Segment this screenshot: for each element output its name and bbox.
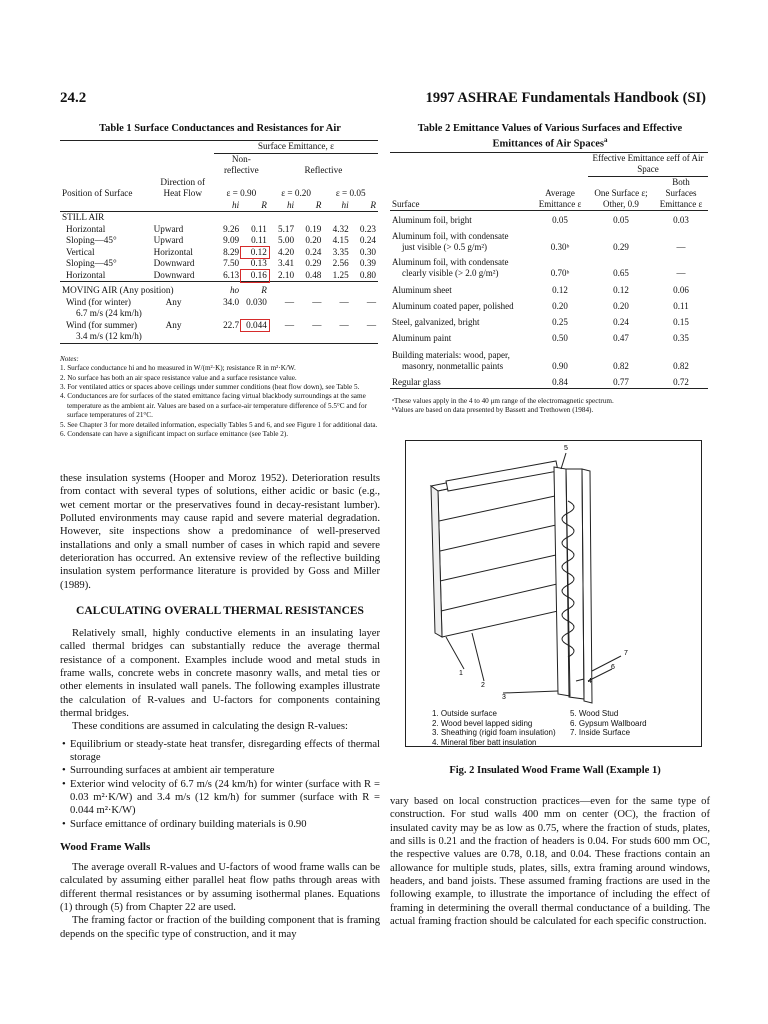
cell: Horizontal — [66, 223, 106, 234]
cell: masonry, nonmetallic paints — [402, 360, 504, 371]
cell: Downward — [153, 258, 195, 268]
cell: Any — [165, 296, 182, 307]
legend-item: 6. Gypsum Wallboard — [570, 718, 647, 728]
cell: Downward — [153, 269, 195, 280]
legend-item: 5. Wood Stud — [570, 709, 619, 718]
h-col: hi — [323, 200, 350, 212]
cell: 22.7 — [223, 319, 240, 330]
nonreflective-header: Non-reflective — [224, 153, 259, 175]
note: 4. Conductances are for surfaces of the stated emittance facing virtual blackbody surroundings at the same temperature as the ambient air. Values are based on a surface-air temperature difference of 5.5°C and for surface temperatures of 21°C. — [60, 392, 367, 420]
cell: Upward — [153, 235, 184, 245]
cell: 0.11 — [251, 235, 267, 245]
cell: — — [676, 241, 686, 252]
legend-item: 1. Outside surface — [432, 709, 497, 718]
cell: Aluminum sheet — [392, 284, 452, 295]
list-item: • Exterior wind velocity of 6.7 m/s (24 km/h) for winter (surface with R = 0.03 m²·K/W) and 3.4 m/s (12 km/h) for summer (surface with R = 0.044 m²·K/W) — [60, 778, 380, 818]
cell: 0.70ᵇ — [550, 268, 570, 279]
col-direction: Direction of Heat Flow — [160, 176, 206, 198]
cell: — — [366, 319, 376, 330]
cell: 0.82 — [673, 360, 689, 371]
table-row — [390, 372, 708, 389]
cell: Building materials: wood, paper, — [392, 349, 510, 360]
cell: Wind (for summer) — [66, 319, 138, 330]
cell: — — [284, 319, 295, 330]
col-average-emittance: Average Emittance ε — [532, 176, 588, 211]
paragraph: The framing factor or fraction of the building component that is framing depends on the specific type of construction, and it may — [60, 915, 380, 940]
cell: 0.11 — [251, 223, 267, 234]
legend-item: 7. Inside Surface — [570, 728, 631, 738]
table-row — [390, 345, 708, 373]
paragraph: Relatively small, highly conductive elements in an insulating layer called thermal bridges can substantially reduce the average thermal resistance of a component. Examples include wood and metal studs in frame walls, concrete webs in concrete masonry walls, and metal ties or other elements in insulated wall panels. The following examples illustrate the calculation of R-values and U-factors for components containing thermal bridges. — [60, 627, 380, 719]
col-one-surface: One Surface ε; Other, 0.9 — [588, 176, 654, 211]
cell: 0.30 — [359, 246, 376, 257]
note: 3. For ventilated attics or spaces above ceilings under summer conditions (heat flow down), see Table 5. — [60, 383, 360, 392]
cell: 3.35 — [332, 246, 349, 257]
cell: Sloping—45° — [66, 258, 117, 268]
figure-label: 5 — [564, 445, 568, 452]
cell: Aluminum paint — [392, 333, 452, 344]
table-row — [390, 253, 708, 280]
cell: 5.17 — [278, 223, 295, 234]
cell: 0.90 — [552, 360, 568, 371]
table2-caption-text: Table 2 Emittance Values of Various Surfaces and Effective Emittances of Air Spaces — [417, 123, 683, 150]
footnote: ᵇValues are based on data presented by Bassett and Trethowen (1984). — [392, 406, 594, 415]
cell: 4.15 — [332, 235, 349, 245]
cell: 0.48 — [305, 269, 322, 280]
figure-label: 2 — [481, 682, 485, 689]
wall-section-drawing — [406, 441, 701, 746]
list-item: • Surrounding surfaces at ambient air temperature — [60, 764, 380, 777]
cell: 4.32 — [332, 223, 349, 234]
cell: — — [339, 296, 349, 307]
cell: 0.82 — [613, 360, 629, 371]
figure-label: 4 — [588, 678, 592, 685]
table-row — [390, 328, 708, 344]
cell: 3.41 — [278, 258, 295, 268]
legend-item: 3. Sheathing (rigid foam insulation) — [432, 728, 556, 738]
table2-caption — [392, 122, 708, 151]
cell: Upward — [153, 223, 184, 234]
table1-notes — [60, 355, 380, 439]
cell: 0.72 — [654, 372, 708, 389]
table-row — [390, 211, 708, 227]
caption-footnote-mark: a — [604, 135, 608, 144]
cell: 6.13 — [223, 269, 240, 280]
col-both-surfaces: Both Surfaces Emittance ε — [654, 176, 708, 211]
cell: — — [312, 296, 322, 307]
leader-line — [472, 633, 484, 681]
cell: 6.7 m/s (24 km/h) — [76, 308, 142, 318]
moving-air-label: MOVING AIR (Any position) — [60, 282, 214, 297]
col-position: Position of Surface — [62, 188, 133, 198]
legend-item — [570, 738, 700, 748]
table-row — [390, 296, 708, 312]
cell: 0.50 — [552, 333, 568, 344]
cell: 0.13 — [250, 258, 267, 268]
legend-item: 2. Wood bevel lapped siding — [432, 718, 533, 728]
cell: 0.24 — [305, 246, 322, 257]
cell: — — [366, 296, 376, 307]
cell: 0.29 — [305, 258, 322, 268]
cell: 3.4 m/s (12 km/h) — [60, 331, 378, 343]
left-column-text — [60, 472, 380, 941]
h-col: hi — [214, 200, 241, 212]
leader-line — [576, 679, 584, 681]
cell: 0.12 — [552, 284, 568, 295]
cell: 0.23 — [359, 223, 376, 234]
cell: Horizontal — [153, 246, 193, 257]
figure-label: 3 — [502, 694, 506, 701]
cell: Aluminum foil, with condensate — [392, 230, 509, 241]
cell: Any — [165, 319, 182, 330]
highlighted-cell: 0.12 — [241, 247, 269, 259]
list-item: • Equilibrium or steady-state heat transfer, disregarding effects of thermal storage — [60, 738, 380, 765]
note: 2. No surface has both an air space resistance value and a surface resistance value. — [60, 373, 297, 382]
cell: 0.15 — [673, 317, 689, 327]
cell: 0.05 — [552, 215, 568, 226]
cell: 0.84 — [532, 372, 588, 389]
e005-label: ε = 0.05 — [335, 188, 366, 198]
cell: 0.03 — [673, 215, 689, 226]
paragraph: these insulation systems (Hooper and Moroz 1952). Deterioration results from contact with several types of solutions, either acidic or basic (e.g., wet cement mortar or the preservatives found in decay-resistant lumber). Polluted environments may cause rapid and severe material degradation. However, site inspections show a predominance of well-preserved installations and only a small number of cases in which rapid and severe deterioration has occurred. An extensive review of the reflective building insulation system performance literature is provided by Goss and Miller (1989). — [60, 473, 380, 591]
figure-label: 6 — [611, 664, 615, 671]
subsection-title: Wood Frame Walls — [60, 841, 151, 854]
cell: 4.20 — [278, 246, 295, 257]
cell: Aluminum coated paper, polished — [392, 300, 514, 311]
leader-line — [503, 691, 558, 693]
cell: 0.39 — [359, 258, 376, 268]
cell: 34.0 — [223, 296, 240, 307]
cell: Wind (for winter) — [66, 296, 131, 307]
cell: — — [312, 319, 322, 330]
cell: Aluminum foil, bright — [392, 215, 472, 226]
figure-label: 1 — [459, 670, 463, 677]
highlighted-cell: 0.044 — [241, 320, 269, 332]
cell: 0.030 — [246, 296, 267, 307]
leader-line — [446, 637, 464, 669]
cell: 0.29 — [613, 241, 629, 252]
cell: 0.77 — [588, 372, 654, 389]
footnote: ᵃThese values apply in the 4 to 40 μm range of the electromagnetic spectrum. — [392, 397, 614, 405]
cell: Aluminum foil, with condensate — [392, 257, 509, 267]
cell: 0.20 — [613, 300, 629, 311]
highlighted-cell: 0.16 — [241, 270, 269, 282]
table2-footnotes — [392, 397, 710, 416]
note: 6. Condensate can have a significant impact on surface emittance (see Table 2). — [60, 429, 289, 438]
table1-caption: Table 1 Surface Conductances and Resistances for Air — [99, 123, 341, 134]
h-col: hi — [269, 200, 296, 212]
cell: 0.80 — [359, 269, 376, 280]
cell: Vertical — [66, 246, 95, 257]
r-col: R — [296, 200, 323, 212]
cell: Regular glass — [390, 372, 532, 389]
cell: — — [284, 296, 295, 307]
cell: 8.29 — [223, 246, 240, 257]
cell: — — [676, 268, 686, 279]
note: 1. Surface conductance hi and ho measured in W/(m²·K); resistance R in m²·K/W. — [60, 364, 296, 373]
figure-2-frame — [405, 440, 702, 747]
cell: 0.65 — [613, 268, 629, 279]
paragraph: These conditions are assumed in calculating the design R-values: — [72, 721, 348, 733]
cell: 5.00 — [278, 235, 295, 245]
cell: 7.50 — [223, 258, 240, 268]
section-title: CALCULATING OVERALL THERMAL RESISTANCES — [76, 605, 364, 618]
table-row — [60, 235, 378, 247]
figure-label: 7 — [624, 650, 628, 657]
cell: clearly visible (> 2.0 g/m²) — [402, 268, 499, 279]
cell: 0.05 — [613, 215, 629, 226]
list-item: • Surface emittance of ordinary building materials is 0.90 — [60, 818, 380, 831]
reflective-header: Reflective — [304, 165, 343, 175]
table1 — [60, 140, 378, 344]
table2 — [390, 152, 708, 389]
table-row — [390, 312, 708, 328]
cell: Horizontal — [66, 269, 106, 280]
table-row — [60, 297, 378, 309]
r-col: R — [241, 200, 269, 212]
note: 5. See Chapter 3 for more detailed information, especially Tables 5 and 6, and see Figure 1 for additional data. — [60, 420, 378, 429]
table-row — [390, 227, 708, 254]
cell: 0.20 — [552, 300, 568, 311]
table-row — [60, 224, 378, 236]
figure-legend — [432, 709, 697, 747]
paragraph: The average overall R-values and U-factors of wood frame walls can be calculated by assuming either parallel heat flow paths through areas with different thermal resistances or by assuming isothermal planes. Equations (1) through (5) from Chapter 22 are used. — [60, 861, 380, 913]
cell: just visible (> 0.5 g/m²) — [402, 241, 488, 252]
table-row — [60, 247, 378, 259]
notes-title: Notes: — [60, 355, 79, 363]
still-air-label: STILL AIR — [62, 212, 105, 222]
cell: 0.20 — [305, 235, 322, 245]
e020-label: ε = 0.20 — [281, 188, 311, 198]
cell: 0.25 — [552, 317, 568, 327]
r-col: R — [351, 200, 378, 212]
legend-item: 4. Mineral fiber batt insulation — [432, 737, 537, 747]
cell: Sloping—45° — [66, 235, 117, 245]
cell: Steel, galvanized, bright — [392, 317, 480, 327]
figure-caption: Fig. 2 Insulated Wood Frame Wall (Example 1) — [449, 765, 661, 776]
cell: 2.10 — [278, 269, 295, 280]
running-title: 1997 ASHRAE Fundamentals Handbook (SI) — [425, 90, 706, 106]
effective-emittance-header: Effective Emittance εeff of Air Space — [588, 153, 708, 177]
ho-col: ho — [214, 282, 241, 297]
col-surface: Surface — [390, 176, 532, 211]
sheathing-face — [438, 467, 558, 637]
cell: 0.24 — [613, 317, 629, 327]
r-col: R — [241, 282, 269, 297]
cell: 9.26 — [223, 223, 240, 234]
cell: 0.35 — [673, 333, 689, 344]
cell: 0.12 — [613, 284, 629, 295]
cell: — — [339, 319, 349, 330]
assumptions-list — [60, 738, 380, 831]
cell: 0.30ᵇ — [550, 241, 570, 252]
paragraph: vary based on local construction practices—even for the same type of construction. For stud walls 400 mm on center (OC), the fraction of insulated cavity may be as low as 0.75, where the fraction of studs, plates, and sills is 0.21 and the fraction of headers is 0.04. For studs 600 mm OC, the respective values are 0.78, 0.18, and 0.04. These fractions contain an allowance for multiple studs, plates, sills, extra framing around windows, headers, and band joists. These assumed framing fractions are used in the following example, to illustrate the importance of including the effect of framing in determining the overall thermal conductance of a building. The actual framing fraction should be calculated for each specific construction. — [390, 796, 710, 928]
leader-line — [561, 453, 566, 469]
cell: 0.06 — [673, 284, 689, 295]
cell: 0.19 — [305, 223, 322, 234]
cell: 0.11 — [673, 300, 689, 311]
cell: 0.24 — [359, 235, 376, 245]
table-row — [60, 270, 378, 282]
wood-stud — [566, 469, 584, 699]
right-column-text — [390, 795, 710, 928]
cell: 0.47 — [613, 333, 629, 344]
cell: 1.25 — [332, 269, 349, 280]
cell: 2.56 — [332, 258, 349, 268]
cell: 9.09 — [223, 235, 240, 245]
e090-label: ε = 0.90 — [226, 188, 257, 198]
table-row — [390, 280, 708, 296]
emittance-group-header: Surface Emittance, ε — [214, 141, 378, 154]
table-row — [60, 320, 378, 332]
table-row — [60, 258, 378, 270]
page-number: 24.2 — [60, 90, 87, 106]
leader-line — [592, 656, 621, 671]
